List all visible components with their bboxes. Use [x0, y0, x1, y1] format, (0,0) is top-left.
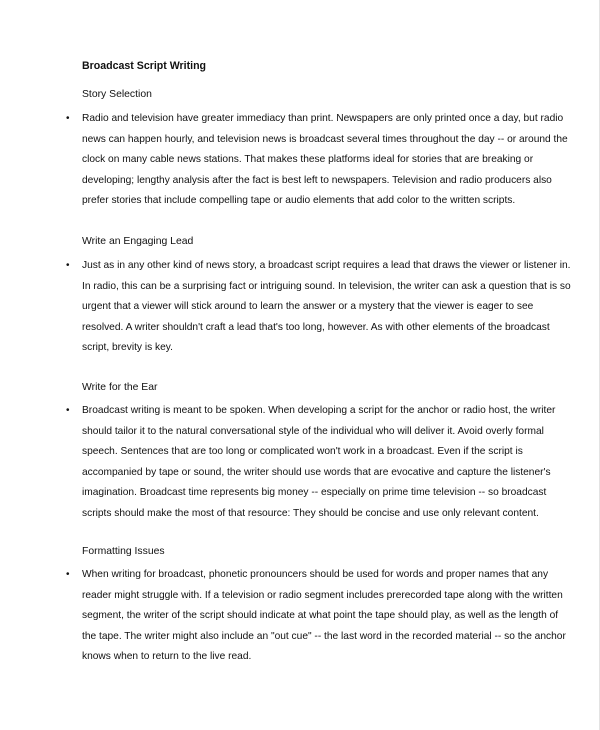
paragraph-line: scripts should make the most of that resource: They should be concise and use only relevant content. [82, 507, 539, 519]
section-paragraph-formatting-issues [82, 565, 566, 668]
paragraph-line: In radio, this can be a surprising fact or intriguing sound. In television, the writer can ask a question that is so [82, 280, 571, 292]
paragraph-line: news can happen hourly, and television news is broadcast several times throughout the day -- or around the [82, 133, 568, 145]
paragraph-line: knows when to return to the live read. [82, 651, 252, 662]
paragraph-line: Just as in any other kind of news story, a broadcast script requires a lead that draws the viewer or listener in. [82, 260, 571, 271]
section-heading-write-for-ear: Write for the Ear [82, 382, 158, 393]
section-paragraph-write-for-ear [82, 401, 556, 524]
paragraph-line: clock on many cable news stations. That makes these platforms ideal for stories that are breaking or [82, 154, 534, 165]
paragraph-line: reader might struggle with. If a television or radio segment includes prerecorded tape along with the written [82, 589, 563, 601]
bullet-icon: • [66, 113, 70, 124]
paragraph-line: prefer stories that include compelling tape or audio elements that add color to the written scripts. [82, 195, 516, 206]
section-heading-story-selection: Story Selection [82, 89, 152, 100]
paragraph-line: developing; lengthy analysis after the fact is best left to newspapers. Television and radio producers also [82, 174, 552, 186]
paragraph-line: Radio and television have greater immediacy than print. Newspapers are only printed once a day, but radio [82, 113, 564, 124]
section-heading-engaging-lead: Write an Engaging Lead [82, 236, 194, 247]
section-heading-formatting-issues: Formatting Issues [82, 546, 165, 557]
bullet-icon: • [66, 569, 70, 580]
paragraph-line: accompanied by tape or sound, the writer should use words that are evocative and capture the listener's [82, 466, 551, 478]
paragraph-line: urgent that a viewer will stick around to learn the answer or a mystery that the viewer is eager to see [82, 301, 534, 312]
paragraph-line: the tape. The writer might also include an "out cue" -- the last word in the recorded material -- so the anchor [82, 630, 566, 642]
document-title: Broadcast Script Writing [82, 60, 207, 72]
bullet-icon: • [66, 405, 70, 416]
paragraph-line: When writing for broadcast, phonetic pronouncers should be used for words and proper names that any [82, 569, 549, 580]
paragraph-line: segment, the writer of the script should indicate at what point the tape should play, as well as the length of [82, 610, 559, 621]
paragraph-line: script, brevity is key. [82, 342, 173, 353]
paragraph-line: should tailor it to the natural conversational style of the individual who will deliver it. Avoid overly formal [82, 425, 544, 437]
bullet-icon: • [66, 260, 70, 271]
paragraph-line: speech. Sentences that are too long or complicated won't work in a broadcast. Even if the script is [82, 446, 523, 457]
paragraph-line: resolved. A writer shouldn't craft a lead that's too long, however. As with other elements of the broadcast [82, 321, 550, 333]
section-paragraph-story-selection [82, 109, 568, 212]
paragraph-line: Broadcast writing is meant to be spoken. When developing a script for the anchor or radio host, the writer [82, 405, 556, 416]
section-paragraph-engaging-lead [82, 256, 571, 359]
paragraph-line: imagination. Broadcast time represents big money -- especially on prime time television -- so broadcast [82, 487, 547, 498]
